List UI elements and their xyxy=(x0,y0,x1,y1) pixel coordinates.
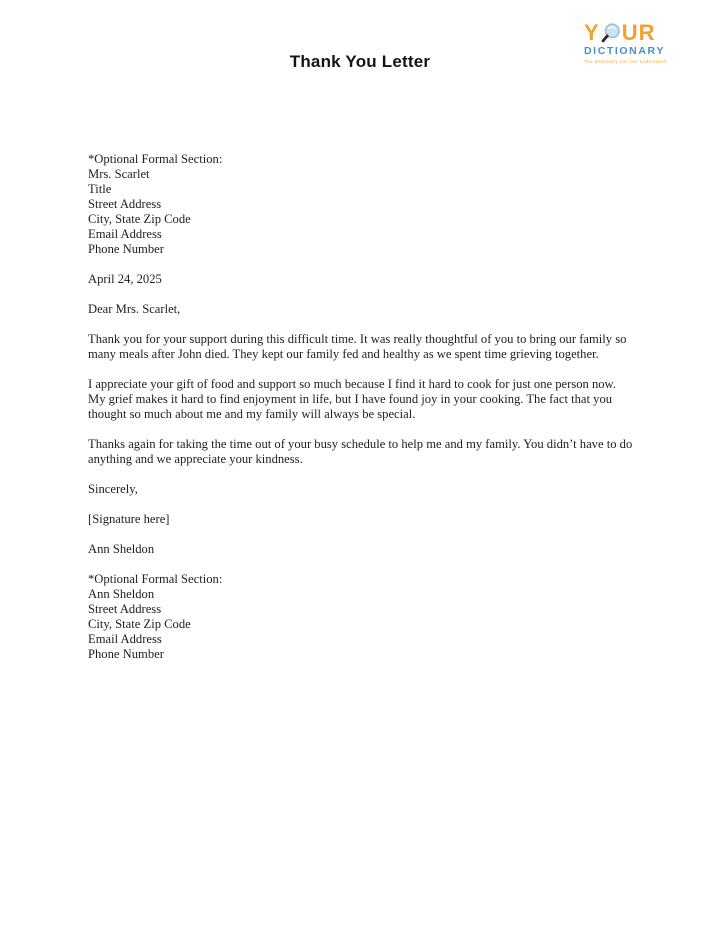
logo-wordmark xyxy=(584,22,688,44)
letter-date: April 24, 2025 xyxy=(88,272,162,286)
recipient-phone: Phone Number xyxy=(88,242,164,256)
paragraph-1: Thank you for your support during this difficult time. It was really thoughtful of you to bring our family so many meals after John died. They kept our family fed and healthy as we spent time grieving together. xyxy=(88,332,627,361)
sender-street: Street Address xyxy=(88,602,162,616)
yourdictionary-logo xyxy=(584,22,688,64)
logo-letters-ur: UR xyxy=(621,20,656,45)
sender-block xyxy=(88,572,636,662)
closing: Sincerely, xyxy=(88,482,138,496)
sender-phone: Phone Number xyxy=(88,647,164,661)
sender-block-name: Ann Sheldon xyxy=(88,587,155,601)
recipient-title: Title xyxy=(88,182,112,196)
sender-email: Email Address xyxy=(88,632,162,646)
paragraph-3: Thanks again for taking the time out of your busy schedule to help me and my family. You didn’t have to do anything and we appreciate your kindness. xyxy=(88,437,633,466)
signature-placeholder: [Signature here] xyxy=(88,512,170,526)
logo-dictionary-text: DICTIONARY xyxy=(584,45,665,57)
optional-section-heading: *Optional Formal Section: xyxy=(88,572,223,586)
magnifier-icon xyxy=(601,23,621,43)
recipient-block xyxy=(88,152,636,257)
page-title: Thank You Letter xyxy=(289,52,431,71)
sender-name: Ann Sheldon xyxy=(88,542,155,556)
salutation: Dear Mrs. Scarlet, xyxy=(88,302,181,316)
recipient-name: Mrs. Scarlet xyxy=(88,167,150,181)
logo-tagline: The dictionary you can understand xyxy=(584,58,667,64)
paragraph-2: I appreciate your gift of food and support so much because I find it hard to cook for just one person now. My grief makes it hard to find enjoyment in life, but I have found joy in your cooking. The fact that you thought so much about me and my family will always be special. xyxy=(88,377,616,421)
recipient-street: Street Address xyxy=(88,197,162,211)
recipient-city: City, State Zip Code xyxy=(88,212,191,226)
sender-city: City, State Zip Code xyxy=(88,617,191,631)
optional-section-heading: *Optional Formal Section: xyxy=(88,152,223,166)
logo-letter-y: Y xyxy=(584,20,600,45)
letter-body xyxy=(88,152,636,677)
recipient-email: Email Address xyxy=(88,227,162,241)
